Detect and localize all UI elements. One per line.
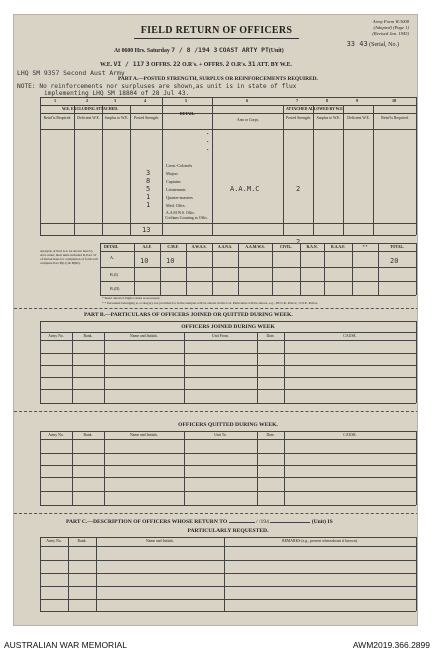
quitted-col-header: CAUSE. (343, 433, 357, 437)
part-b-heading: PART B.—PARTICULARS OF OFFICERS JOINED OR QUITTED DURING WEEK. (84, 312, 293, 318)
quitted-title: OFFICERS QUITTED DURING WEEK. (178, 422, 278, 428)
we-offrs: 3 (145, 60, 150, 68)
attached-posted-value: 2 (296, 185, 301, 193)
part-c-col-header: REMARKS (e.g., present whereabouts if known). (282, 539, 358, 543)
col-number: 5 (185, 98, 188, 103)
title-underline (134, 38, 299, 39)
part-c-unit-is: (Unit) IS (311, 519, 333, 525)
analysis-cmf-value: 10 (166, 257, 175, 265)
part-c-col-header: Rank. (77, 539, 87, 543)
col-number: 4 (144, 98, 147, 103)
col-number: 7 (296, 98, 299, 103)
quitted-col-header: Army No. (48, 433, 64, 437)
rank-label: A.A.M.W.S. Offrs. (166, 211, 195, 215)
group-right-label: ATTACHED ALLOWED BY W.E. (286, 107, 344, 111)
joined-title: OFFICERS JOINED DURING WEEK (181, 324, 275, 330)
analysis-col-header: A.I.F. (142, 245, 152, 249)
time-line (114, 46, 284, 54)
serial-number (347, 40, 399, 48)
analysis-aif-value: 10 (140, 257, 149, 265)
hrs-label: Hrs. (134, 48, 146, 54)
we-ref: VI / 117 (113, 60, 145, 68)
att-ors: 31 (247, 60, 256, 68)
rank-label: Civilians Counting as Offrs. (165, 216, 208, 220)
day-value: Saturday (146, 48, 170, 54)
analysis-col-header: C.M.F. (167, 245, 179, 249)
col-header: Deficient W.E. (77, 116, 100, 120)
note-line-2: implementing LHQ SM 18804 of 28 Jul 43. (44, 90, 190, 97)
offrs-label: OFFRS. (151, 62, 172, 68)
att-offrs-label: + OFFRS. (199, 62, 225, 68)
col-number: 10 (392, 98, 397, 103)
part-a-heading: PART A.—POSTED STRENGTH, SURPLUS OR REINFORCEMENTS REQUIRED. (118, 76, 318, 82)
rank-label: Quarter-masters (166, 195, 193, 200)
quitted-col-header: Name and Initials. (130, 433, 158, 437)
col-header: Reinf'ts Required. (381, 116, 409, 120)
quitted-col-header: Date. (266, 433, 275, 437)
part-c-sub: PARTICULARLY REQUESTED. (187, 528, 269, 534)
joined-col-header: Army No. (48, 334, 64, 338)
total-posted: 13 (142, 226, 151, 234)
at-label: At (114, 48, 121, 54)
time-value: 0600 (121, 48, 134, 54)
quitted-col-header: Rank. (83, 433, 93, 437)
analysis-col-header: R.A.A.F. (331, 245, 345, 249)
unit-value: COAST ARTY PT (218, 46, 269, 54)
quitted-col-header: Unit To. (214, 433, 227, 437)
note-line-1: NOTE: No reinforcements nor surpluses are shown,as unit is in state of flux (17, 83, 297, 90)
serial-label: (Serial, No.) (369, 42, 399, 48)
rank-label: Majors (166, 171, 178, 176)
joined-col-header: Unit From. (212, 334, 229, 338)
analysis-total-value: 20 (390, 257, 399, 265)
army-form-line: (Adapted) (Page 1) (373, 25, 409, 30)
part-c-heading-text: PART C.—DESCRIPTION OF OFFICERS WHOSE RETURN TO (66, 519, 228, 525)
analysis-col-header: A.A.M.W.S. (245, 245, 265, 249)
ors-label: O.R's. (182, 62, 198, 68)
rank-label: Captains (166, 179, 181, 184)
detail-header: DETAIL. (179, 112, 196, 116)
army-form-reference (372, 19, 409, 37)
analysis-col-header: R.A.N. (306, 245, 318, 249)
we-label: W.E. (100, 62, 113, 68)
analysis-col-header: CIVIL. (280, 245, 292, 249)
col-number: 1 (54, 98, 57, 103)
field-return-form: FIELD RETURN OF OFFICERS Army Form W.3008 (Adapted) (Page 1) (Revised Jan. 1943) 33 43 (Serial, No.) At 0600 Hrs. Saturday 7 / 8 /194 3 COAST ARTY PT(Unit) W.E. VI / 117 3 OFFRS. 22 O.R's. + OFFRS. 2 O.R's. 31 ATT. BY W.E. LHQ SM 9357 Second Aust Army PART A.—POSTED STRENGTH, SURPLUS OR REINFORCEMENTS REQUIRED. NOTE: No reinforcements nor surpluses are shown,as unit is in state of flux implementing LHQ SM 18804 of 28 Jul 43. 1 2 3 4 5 6 7 8 9 10 W.E. EXCLUDING ATTACHED. ATTACHED ALLOWED BY W.E. Reinf'ts Required. Deficient W.E. Surplus to W.E. Posted Strength. DETAIL. Arm or Corps. Posted Strength. Surplus to W.E. Deficient W.E. Reinf'ts Required. • • • Lieut.-Colonels Majors Captains Lieutenants Quarter-masters Med. Offrs. A.A.M.W.S. Offrs. Civilians Counting as Offrs. 3 8 5 1 1 A.A.M.C 2 13 2 Analysis of Part A to be shown here by ALL units; their units included in Part. W of instructions for completion of form will complete Part B(11) & B(III). DETAIL A.I.F. C.M.F. A.W.A.S. A.A.N.S. A.A.M.W.S. CIVIL. R.A.N. R.A.A.F. * * TOTAL. A. B.(I) B.(II) 10 10 20 * Insert detail of higher ranks as necessary. * * Personnel belonging to a category not provided for in the analysis will be shown in this Col. Particulars will be shown, e.g., 3B U.K. Police; 1i N.E. Police. PART B.—PARTICULARS OF OFFICERS JOINED OR QUITTED DURING WEEK. OFFICERS JOINED DURING WEEK Army No. Rank. Name and Initials. Unit From. Date. CAUSE. OFFICERS QUITTED DURING WEEK. Army No. Rank. Name and Initials. Unit To. Date. CAUSE. PART C.—DESCRIPTION OF OFFICERS WHOSE RETURN TO / /194 (Unit) IS PARTICULARLY REQUESTED. Army No. Rank. Name and Initials. REMARKS (e.g., present whereabouts if known). (13, 14, 418, 626)
posted-value: 1 (146, 201, 151, 209)
rank-label: Lieut.-Colonels (166, 163, 193, 168)
group-left-label: W.E. EXCLUDING ATTACHED. (62, 107, 119, 111)
joined-col-header: Rank. (83, 334, 93, 338)
col-number: 2 (86, 98, 89, 103)
footnote: * Insert detail of higher ranks as necessary. (102, 296, 161, 300)
joined-col-header: Date. (266, 334, 275, 338)
analysis-col-header: * * (362, 245, 368, 249)
footer-credit: AUSTRALIAN WAR MEMORIAL (4, 640, 127, 650)
part-c-heading (66, 519, 333, 525)
we-ors: 22 (172, 60, 181, 68)
att-offrs: 2 (225, 60, 230, 68)
joined-col-header: Name and Initials. (130, 334, 158, 338)
col-number: 6 (246, 98, 249, 103)
analysis-col-header: A.A.N.S. (217, 245, 233, 249)
part-c-col-header: Army No. (46, 539, 62, 543)
analysis-row-label: B.(I) (110, 272, 119, 277)
joined-col-header: CAUSE. (343, 334, 357, 338)
att-ors-label: O.R's. (230, 62, 247, 68)
analysis-col-header: TOTAL. (390, 245, 404, 249)
date-value: 7 / 8 /194 3 (171, 46, 218, 54)
analysis-row-label: B.(II) (110, 286, 120, 291)
col-number: 3 (114, 98, 117, 103)
total-attached: 2 (296, 238, 301, 246)
army-form-line: Army Form W.3008 (372, 19, 409, 24)
form-title: FIELD RETURN OF OFFICERS (140, 25, 293, 36)
col-header: Posted Strength. (286, 116, 311, 120)
posted-value: 3 (146, 169, 151, 177)
arm-corps-value: A.A.M.C (230, 185, 260, 193)
part-c-date: / /194 (255, 519, 269, 525)
lhq-line: LHQ SM 9357 Second Aust Army (17, 69, 125, 77)
posted-value: 1 (146, 193, 151, 201)
col-header: Posted Strength. (134, 116, 159, 120)
col-header: Arm or Corps. (236, 118, 260, 122)
analysis-detail-header: DETAIL (104, 245, 119, 249)
rank-label: Lieutenants (166, 187, 186, 192)
posted-value: 8 (146, 177, 151, 185)
serial-value: 33 43 (346, 40, 368, 48)
we-line (100, 60, 292, 68)
army-form-line: (Revised Jan. 1943) (372, 31, 409, 36)
col-header: Deficient W.E. (347, 116, 370, 120)
analysis-row-label: A. (110, 255, 115, 260)
col-header: Reinf'ts Required. (43, 116, 72, 120)
col-number: 9 (356, 98, 359, 103)
col-header: Surplus to W.E. (104, 116, 129, 120)
col-number: 8 (326, 98, 329, 103)
part-c-col-header: Name and Initials. (146, 539, 174, 543)
footnote: * * Personnel belonging to a category not provided for in the analysis will be shown in this Col. Particulars will be shown, e.g., 3B U.K. Police; 1i N.E. Police. (102, 301, 318, 305)
col-header: Surplus to W.E. (316, 116, 341, 120)
unit-label: (Unit) (268, 48, 284, 54)
footer-accession-number: AWM2019.366.2899 (352, 640, 430, 650)
posted-value: 5 (146, 185, 151, 193)
analysis-side-note: Analysis of Part A to be shown here by ALL units; their units included in Part. W of instructions for completion of form will complete Part B(11) & B(III). (40, 249, 98, 265)
analysis-col-header: A.W.A.S. (191, 245, 207, 249)
att-by-label: ATT. BY W.E. (256, 62, 292, 68)
rank-label: Med. Offrs. (166, 203, 186, 208)
